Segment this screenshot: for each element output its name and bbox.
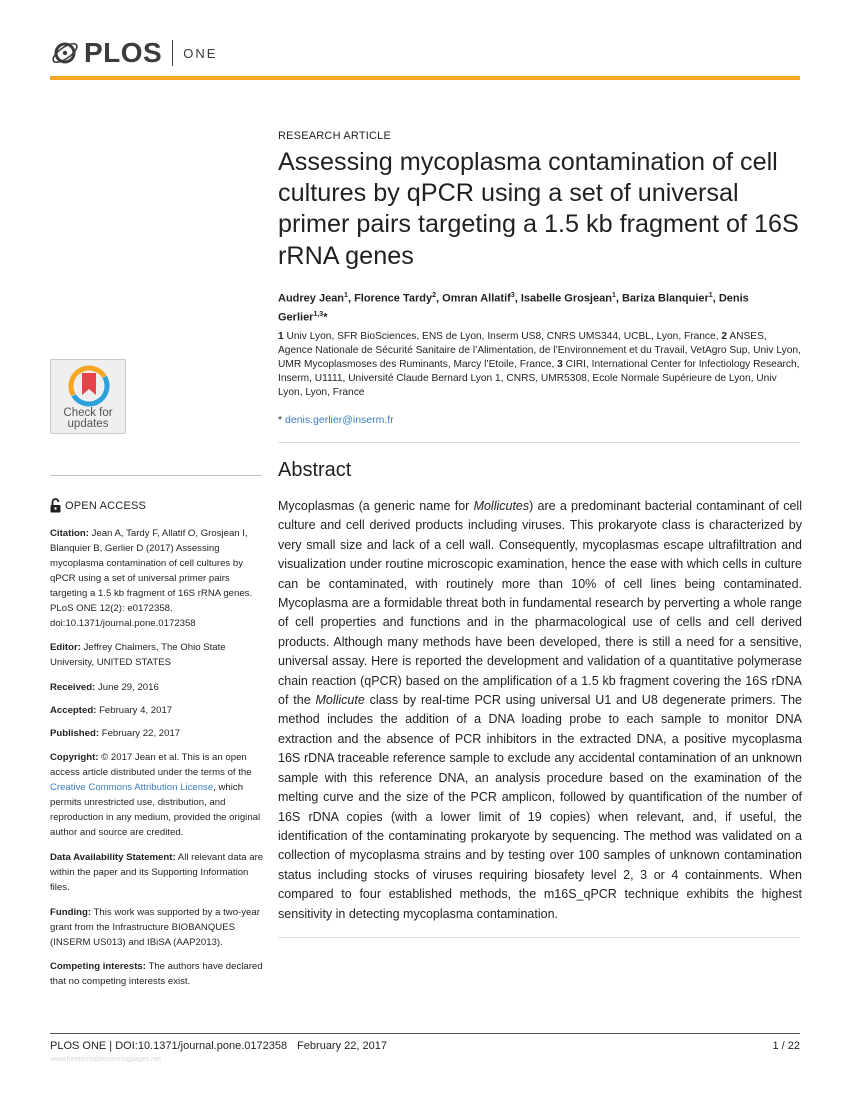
author-affiliation-mark: 1,3: [313, 310, 324, 318]
funding-text: This work was supported by a two-year grant from the Infrastructure BIOBANQUES (INSERM US013) and IBiSA (AAP2013).: [50, 907, 260, 948]
affiliation-text: Univ Lyon, SFR BioSciences, ENS de Lyon, Inserm US8, CNRS UMS344, UCBL, Lyon, France,: [286, 331, 719, 342]
open-access-text: OPEN ACCESS: [65, 499, 147, 512]
logo-divider: [172, 40, 173, 66]
competing-interests-block: [50, 959, 264, 989]
author-name: Isabelle Grosjean: [520, 292, 612, 305]
corresponding-mark: *: [278, 414, 283, 426]
email-link[interactable]: denis.gerlier@inserm.fr: [285, 414, 394, 426]
copyright-block: [50, 750, 264, 840]
data-availability-label: Data Availability Statement:: [50, 852, 176, 863]
data-availability-block: [50, 850, 264, 895]
editor-label: Editor:: [50, 642, 81, 653]
sidebar-rule: [50, 475, 262, 476]
abstract-segment: ) are a predominant bacterial contaminant of cell culture and cell derived products including viruses. This prokaryote class is characterized by very small size and lack of a cell wall. Consequently, mycoplasmas escape ultrafiltration and visualization under routine microscopic examination, hence the ease with which cells in culture can be contaminated, with routinely more than 10% of cell lines being contaminated. Mycoplasma are a formidable threat both in fundamental research by perverting a whole range of cell properties and functions and in the pharmacological use of cells and cell derived products. Although many methods have been developed, there is still a need for a sensitive, universal assay. Here is reported the development and validation of a quantitative polymerase chain reaction (qPCR) based on the amplification of a 1.5 kb fragment covering the 16S rDNA of the: [278, 499, 802, 708]
editor-text: Jeffrey Chalmers, The Ohio State University, UNITED STATES: [50, 642, 226, 668]
author-affiliation-mark: 1: [708, 292, 713, 299]
published-label: Published:: [50, 728, 100, 739]
author-affiliation-mark: 2: [432, 292, 437, 299]
accepted-label: Accepted:: [50, 705, 97, 716]
author-name: Florence Tardy: [354, 292, 433, 305]
badge-line-1: Check for: [63, 407, 113, 419]
abstract-top-rule: [278, 442, 800, 443]
editor-block: [50, 640, 264, 670]
affiliation-number: 1: [278, 331, 284, 342]
accepted-date: February 4, 2017: [99, 705, 173, 716]
abstract-segment: Mycoplasmas (a generic name for: [278, 499, 474, 513]
competing-interests-text: The authors have declared that no competing interests exist.: [50, 961, 263, 987]
footer-journal-doi[interactable]: PLOS ONE | DOI:10.1371/journal.pone.0172358: [50, 1040, 288, 1052]
affiliation-number: 3: [557, 359, 563, 370]
author-name: Audrey Jean: [278, 292, 345, 305]
funding-label: Funding:: [50, 907, 92, 918]
watermark: www.freeprintablecoloringpages.net: [50, 1056, 161, 1063]
footer-rule: [50, 1033, 800, 1034]
author-name: Denis Gerlier: [278, 292, 749, 324]
author-affiliation-mark: 3: [510, 292, 515, 299]
badge-line-2: updates: [67, 418, 109, 430]
plos-one-logo[interactable]: [50, 38, 217, 68]
citation-text: Jean A, Tardy F, Allatif O, Grosjean I, Blanquier B, Gerlier D (2017) Assessing mycoplasma contamination of cell cultures by qPCR using a set of universal primer pairs targeting a 1.5 kb fragment of 16S rRNA genes. PLoS ONE 12(2): e0172358. doi:10.1371/journal.pone.0172358: [50, 528, 253, 629]
article-title: Assessing mycoplasma contamination of cell cultures by qPCR using a set of universal primer pairs targeting a 1.5 kb fragment of 16S rRNA genes: [278, 148, 799, 270]
plos-atom-icon: [50, 38, 80, 68]
check-for-updates-badge[interactable]: [50, 359, 126, 434]
journal-name: ONE: [183, 45, 218, 61]
bookmark-ribbon-icon: [68, 365, 110, 407]
affiliation-text: ANSES, Agence Nationale de Sécurité Sanitaire de l’Alimentation, de l’Environnement et du Travail, VetAgro Sup, Univ Lyon, UMR Mycoplasmoses des Ruminants, Marcy l’Etoile, France,: [278, 331, 801, 370]
citation-label: Citation:: [50, 528, 89, 539]
published-block: [50, 726, 264, 741]
author-name: Omran Allatif: [442, 292, 511, 305]
affiliation-text: CIRI, International Center for Infectiology Research, Inserm, U1111, Université Claude Bernard Lyon 1, CNRS, UMR5308, Ecole Normale Supérieure de Lyon, Univ Lyon, Lyon, France: [278, 359, 800, 398]
copyright-label: Copyright:: [50, 752, 99, 763]
article-type: RESEARCH ARTICLE: [278, 130, 392, 142]
author-affiliation-mark: 1: [344, 292, 348, 299]
abstract-italic-term: Mollicute: [315, 693, 365, 708]
brand-name: PLOS: [84, 37, 163, 68]
affiliations: [278, 330, 803, 400]
copyright-text-end: , which permits unrestricted use, distribution, and reproduction in any medium, provided the original author and source are credited.: [50, 782, 261, 838]
open-lock-icon: [50, 498, 61, 513]
page-number: 1 / 22: [772, 1040, 800, 1052]
header-rule: [50, 76, 800, 80]
affiliation-number: 2: [721, 331, 728, 342]
received-label: Received:: [50, 682, 96, 693]
abstract-bottom-rule: [278, 937, 800, 938]
citation-block: [50, 526, 264, 631]
abstract-italic-term: Mollicutes: [473, 499, 530, 513]
received-date: June 29, 2016: [98, 682, 159, 693]
author-list: Audrey Jean$^1$, Florence Tardy$^2$, Omran Allatif$^3$, Isabelle Grosjean$^1$, Bariza Blanquier$^1$, Denis Gerlier$^{1,3}$*: [278, 292, 749, 324]
funding-block: [50, 905, 264, 950]
footer-citation: [50, 1040, 387, 1052]
competing-interests-label: Competing interests:: [50, 961, 146, 972]
copyright-text: © 2017 Jean et al. This is an open access article distributed under the terms of the: [50, 752, 252, 778]
published-date: February 22, 2017: [101, 728, 181, 739]
abstract-text: [278, 497, 802, 924]
author-affiliation-mark: 1: [611, 292, 616, 299]
abstract-heading: Abstract: [278, 459, 352, 481]
received-block: [50, 680, 264, 695]
footer-date: February 22, 2017: [297, 1040, 387, 1052]
corresponding-author-mark: *: [323, 311, 328, 324]
license-link[interactable]: Creative Commons Attribution License: [50, 782, 214, 793]
data-availability-text: All relevant data are within the paper and its Supporting Information files.: [50, 852, 264, 893]
abstract-segment: class by real-time PCR using universal U1 and U8 degenerate primers. The method includes the addition of a DNA loading probe to each sample to monitor DNA extraction and the absence of PCR inhibitors in the extracted DNA, a positive mycoplasma 16S rDNA traceable reference sample to exclude any accidental contamination of an unknown sample with this reference DNA, an analysis procedure based on the examination of the melting curve and the size of the PCR amplicon, followed by quantification of the number of 16S rDNA copies (with a lower limit of 19 copies) when relevant, and, if useful, the identification of the contaminating prokaryote by sequencing. The method was validated on a collection of mycoplasma strains and by testing over 100 samples of unknown contamination status including stocks of viruses requiring biosafety level 2, 3 or 4 containments. When compared to four established methods, the m16S_qPCR technique exhibits the highest sensitivity in detecting mycoplasma contamination.: [278, 693, 803, 921]
accepted-block: [50, 703, 264, 718]
open-access-label: [50, 498, 146, 513]
author-name: Bariza Blanquier: [621, 292, 709, 305]
corresponding-email[interactable]: [278, 414, 394, 426]
